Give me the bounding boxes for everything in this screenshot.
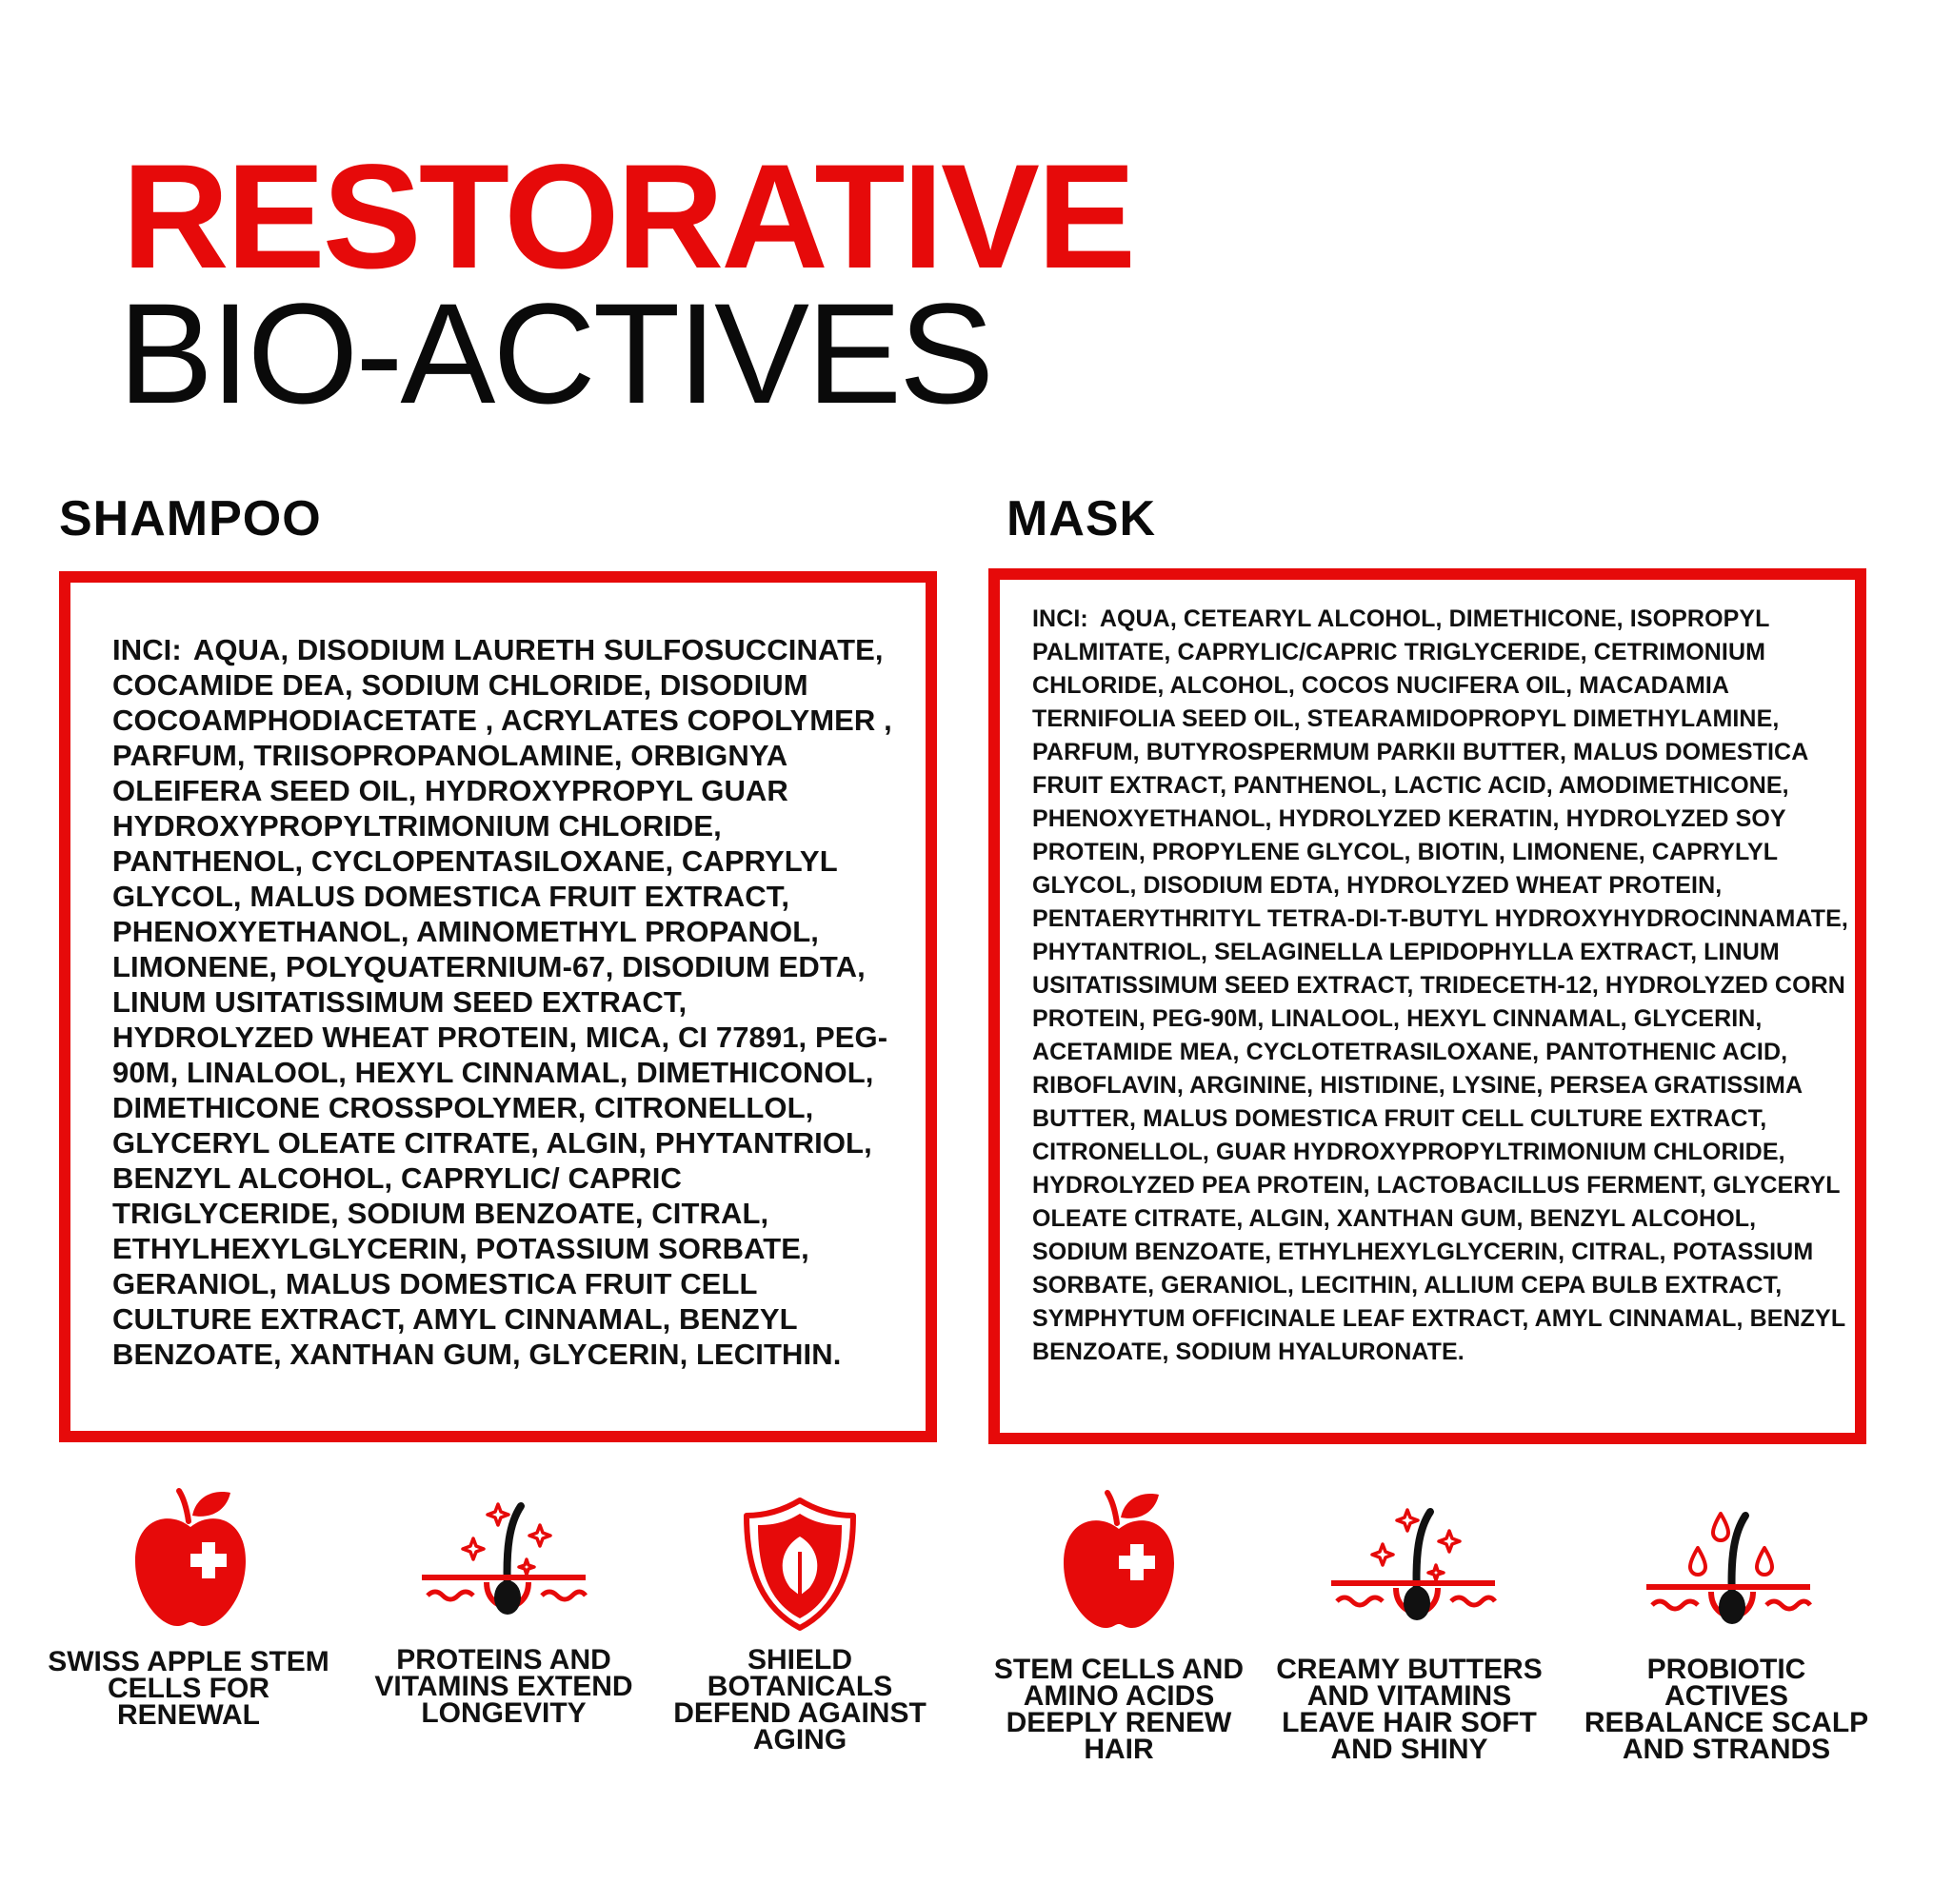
shampoo-ingredients-panel — [59, 571, 937, 1442]
shampoo-heading: SHAMPOO — [59, 491, 322, 546]
feature-label: SWISS APPLE STEM CELLS FOR RENEWAL — [48, 1646, 329, 1731]
hair-follicle-drops-icon — [1644, 1510, 1812, 1639]
apple-plus-icon — [131, 1485, 249, 1628]
shield-leaf-icon — [741, 1497, 859, 1632]
shampoo-inci-label: INCI: — [112, 633, 182, 666]
mask-ingredients-panel — [988, 568, 1866, 1444]
feature-proteins-vitamins — [361, 1485, 647, 1771]
title-bio-actives: BIO-ACTIVES — [118, 273, 992, 433]
feature-label: STEM CELLS AND AMINO ACIDS DEEPLY RENEW HAIR — [993, 1654, 1245, 1765]
mask-heading: MASK — [1006, 491, 1157, 546]
feature-label: CREAMY BUTTERS AND VITAMINS LEAVE HAIR SOFT AND SHINY — [1276, 1654, 1543, 1765]
hair-follicle-sparkle-icon — [1329, 1506, 1497, 1636]
mask-inci-text: AQUA, CETEARYL ALCOHOL, DIMETHICONE, ISOPROPYL PALMITATE, CAPRYLIC/CAPRIC TRIGLYCERIDE, CETRIMONIUM CHLORIDE, ALCOHOL, COCOS NUCIFERA OIL, MACADAMIA TERNIFOLIA SEED OIL, STEARAMIDOPROPYL DIMETHYLAMINE, PARFUM, BUTYROSPERMUM PARKII BUTTER, MALUS DOMESTICA FRUIT EXTRACT, PANTHENOL, LACTIC ACID, AMODIMETHICONE, PHENOXYETHANOL, HYDROLYZED KERATIN, HYDROLYZED SOY PROTEIN, PROPYLENE GLYCOL, BIOTIN, LIMONENE, CAPRYLYL GLYCOL, DISODIUM EDTA, HYDROLYZED WHEAT PROTEIN, PENTAERYTHRITYL TETRA-DI-T-BUTYL HYDROXYHYDROCINNAMATE, PHYTANTRIOL, SELAGINELLA LEPIDOPHYLLA EXTRACT, LINUM USITATISSIMUM SEED EXTRACT, TRIDECETH-12, HYDROLYZED CORN PROTEIN, PEG-90M, LINALOOL, HEXYL CINNAMAL, GLYCERIN, ACETAMIDE MEA, CYCLOTETRASILOXANE, PANTOTHENIC ACID, RIBOFLAVIN, ARGININE, HISTIDINE, LYSINE, PERSEA GRATISSIMA BUTTER, MALUS DOMESTICA FRUIT CELL CULTURE EXTRACT, CITRONELLOL, GUAR HYDROXYPROPYLTRIMONIUM CHLORIDE, HYDROLYZED PEA PROTEIN, LACTOBACILLUS FERMENT, GLYCERYL OLEATE CITRATE, ALGIN, XANTHAN GUM, BENZYL ALCOHOL, SODIUM BENZOATE, ETHYLHEXYLGLYCERIN, CITRAL, POTASSIUM SORBATE, GERANIOL, LECITHIN, ALLIUM CEPA BULB EXTRACT, SYMPHYTUM OFFICINALE LEAF EXTRACT, AMYL CINNAMAL, BENZYL BENZOATE, SODIUM HYALURONATE. — [1032, 605, 1848, 1365]
feature-creamy-butters — [1266, 1485, 1552, 1771]
apple-plus-icon — [1060, 1487, 1178, 1630]
feature-stem-cells-amino — [976, 1485, 1262, 1771]
mask-inci-list — [1032, 603, 1851, 1369]
hair-follicle-sparkle-icon — [420, 1500, 588, 1630]
shampoo-inci-list — [112, 632, 893, 1372]
feature-label: SHIELD BOTANICALS DEFEND AGAINST AGING — [673, 1644, 927, 1755]
shampoo-inci-text: AQUA, DISODIUM LAURETH SULFOSUCCINATE, COCAMIDE DEA, SODIUM CHLORIDE, DISODIUM COCOAMPHODIACETATE , ACRYLATES COPOLYMER , PARFUM, TRIISOPROPANOLAMINE, ORBIGNYA OLEIFERA SEED OIL, HYDROXYPROPYL GUAR HYDROXYPROPYLTRIMONIUM CHLORIDE, PANTHENOL, CYCLOPENTASILOXANE, CAPRYLYL GLYCOL, MALUS DOMESTICA FRUIT EXTRACT, PHENOXYETHANOL, AMINOMETHYL PROPANOL, LIMONENE, POLYQUATERNIUM-67, DISODIUM EDTA, LINUM USITATISSIMUM SEED EXTRACT, HYDROLYZED WHEAT PROTEIN, MICA, CI 77891, PEG-90M, LINALOOL, HEXYL CINNAMAL, DIMETHICONOL, DIMETHICONE CROSSPOLYMER, CITRONELLOL, GLYCERYL OLEATE CITRATE, ALGIN, PHYTANTRIOL, BENZYL ALCOHOL, CAPRYLIC/ CAPRIC TRIGLYCERIDE, SODIUM BENZOATE, CITRAL, ETHYLHEXYLGLYCERIN, POTASSIUM SORBATE, GERANIOL, MALUS DOMESTICA FRUIT CELL CULTURE EXTRACT, AMYL CINNAMAL, BENZYL BENZOATE, XANTHAN GUM, GLYCERIN, LECITHIN. — [112, 633, 892, 1371]
feature-swiss-apple — [46, 1485, 331, 1771]
title-restorative: RESTORATIVE — [122, 134, 1134, 300]
feature-label: PROBIOTIC ACTIVES REBALANCE SCALP AND STRANDS — [1584, 1654, 1869, 1765]
feature-label: PROTEINS AND VITAMINS EXTEND LONGEVITY — [374, 1644, 633, 1729]
feature-shield-botanicals — [657, 1485, 943, 1771]
mask-inci-label: INCI: — [1032, 605, 1088, 632]
feature-probiotic-actives — [1584, 1485, 1869, 1771]
